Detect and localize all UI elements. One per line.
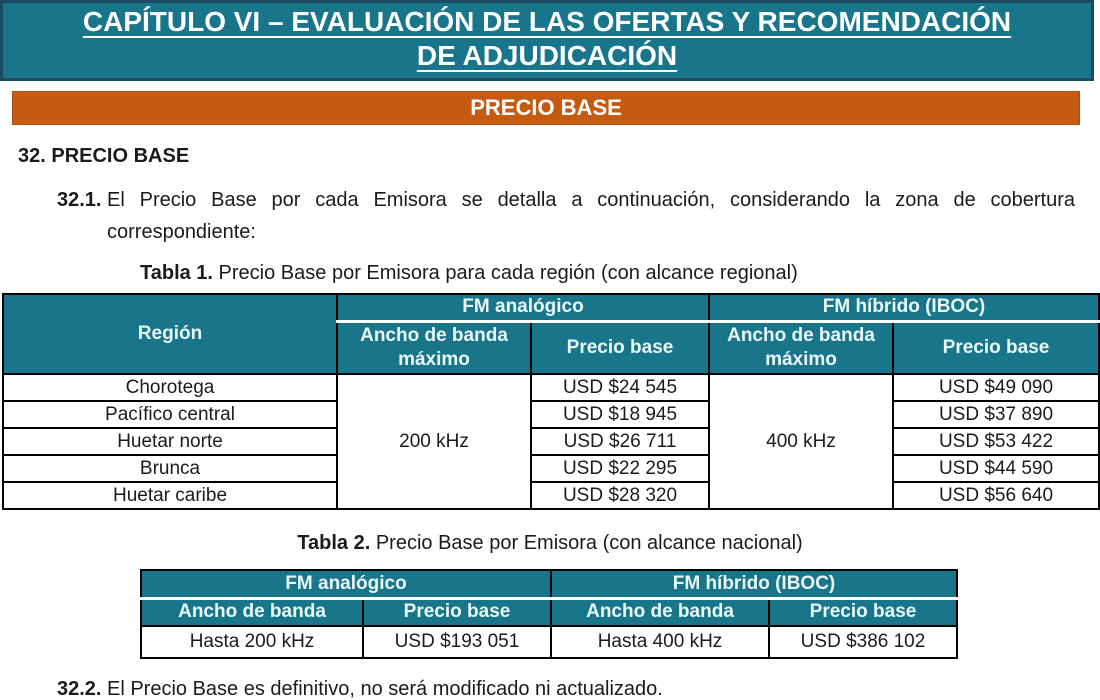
table-precio-base-regional bbox=[2, 293, 1100, 510]
clause-number: 32.2. bbox=[57, 678, 102, 700]
clause-32-2 bbox=[57, 673, 1075, 700]
section-banner-precio-base: PRECIO BASE bbox=[12, 91, 1080, 125]
table1-header-precio-analog: Precio base bbox=[531, 321, 709, 374]
table1-header-group-row bbox=[3, 294, 1099, 321]
hybrid-price-cell: USD $49 090 bbox=[893, 374, 1099, 401]
table2-header-ancho-hibrido: Ancho de banda bbox=[551, 598, 769, 626]
clause-text: El Precio Base es definitivo, no será modificado ni actualizado. bbox=[107, 678, 663, 700]
analog-price-cell: USD $22 295 bbox=[531, 455, 709, 482]
region-cell: Huetar norte bbox=[3, 428, 337, 455]
hybrid-price-cell: USD $386 102 bbox=[769, 626, 957, 658]
table2-caption bbox=[0, 532, 1100, 555]
analog-bandwidth-cell: 200 kHz bbox=[337, 374, 531, 509]
table-precio-base-nacional bbox=[140, 569, 958, 659]
table1-caption-text: Precio Base por Emisora para cada región (con alcance regional) bbox=[213, 262, 798, 284]
table-row bbox=[141, 626, 957, 658]
analog-price-cell: USD $24 545 bbox=[531, 374, 709, 401]
analog-price-cell: USD $28 320 bbox=[531, 482, 709, 509]
hybrid-bandwidth-cell: 400 kHz bbox=[709, 374, 893, 509]
table-row bbox=[3, 482, 1099, 509]
table2-caption-text: Precio Base por Emisora (con alcance nacional) bbox=[370, 532, 803, 554]
hybrid-bandwidth-cell: Hasta 400 kHz bbox=[551, 626, 769, 658]
table1-header-precio-hibrido: Precio base bbox=[893, 321, 1099, 374]
table2-header-fm-analogico: FM analógico bbox=[141, 570, 551, 598]
table-row bbox=[3, 374, 1099, 401]
table2-header-fm-hibrido: FM híbrido (IBOC) bbox=[551, 570, 957, 598]
table1-header-region: Región bbox=[3, 294, 337, 374]
heading-32-precio-base: 32. PRECIO BASE bbox=[18, 145, 190, 167]
table2-header-precio-hibrido: Precio base bbox=[769, 598, 957, 626]
chapter-title-line2: DE ADJUDICACIÓN bbox=[416, 40, 678, 71]
analog-bandwidth-cell: Hasta 200 kHz bbox=[141, 626, 363, 658]
table1-caption bbox=[140, 262, 1100, 285]
chapter-title-line1: CAPÍTULO VI – EVALUACIÓN DE LAS OFERTAS Y RECOMENDACIÓN bbox=[82, 6, 1012, 37]
hybrid-price-cell: USD $56 640 bbox=[893, 482, 1099, 509]
region-cell: Pacífico central bbox=[3, 401, 337, 428]
table2-header-sub-row bbox=[141, 598, 957, 626]
table-row bbox=[3, 428, 1099, 455]
table1-header-ancho-analog: Ancho de banda máximo bbox=[337, 321, 531, 374]
hybrid-price-cell: USD $53 422 bbox=[893, 428, 1099, 455]
chapter-title-banner bbox=[0, 0, 1094, 81]
table2-header-group-row bbox=[141, 570, 957, 598]
hybrid-price-cell: USD $37 890 bbox=[893, 401, 1099, 428]
table-row bbox=[3, 455, 1099, 482]
table2-caption-label: Tabla 2. bbox=[297, 532, 371, 554]
region-cell: Brunca bbox=[3, 455, 337, 482]
table1-caption-label: Tabla 1. bbox=[140, 262, 213, 284]
table-row bbox=[3, 401, 1099, 428]
region-cell: Chorotega bbox=[3, 374, 337, 401]
clause-text: El Precio Base por cada Emisora se detalla a continuación, considerando la zona de cobertura correspondiente: bbox=[107, 189, 1075, 243]
analog-price-cell: USD $193 051 bbox=[363, 626, 551, 658]
table1-header-ancho-hibrido: Ancho de banda máximo bbox=[709, 321, 893, 374]
clause-number: 32.1. bbox=[57, 189, 102, 211]
analog-price-cell: USD $18 945 bbox=[531, 401, 709, 428]
hybrid-price-cell: USD $44 590 bbox=[893, 455, 1099, 482]
table1-header-fm-analogico: FM analógico bbox=[337, 294, 709, 321]
table2-header-ancho-analog: Ancho de banda bbox=[141, 598, 363, 626]
clause-32-1 bbox=[57, 184, 1075, 248]
table2-header-precio-analog: Precio base bbox=[363, 598, 551, 626]
analog-price-cell: USD $26 711 bbox=[531, 428, 709, 455]
table1-header-fm-hibrido: FM híbrido (IBOC) bbox=[709, 294, 1099, 321]
region-cell: Huetar caribe bbox=[3, 482, 337, 509]
